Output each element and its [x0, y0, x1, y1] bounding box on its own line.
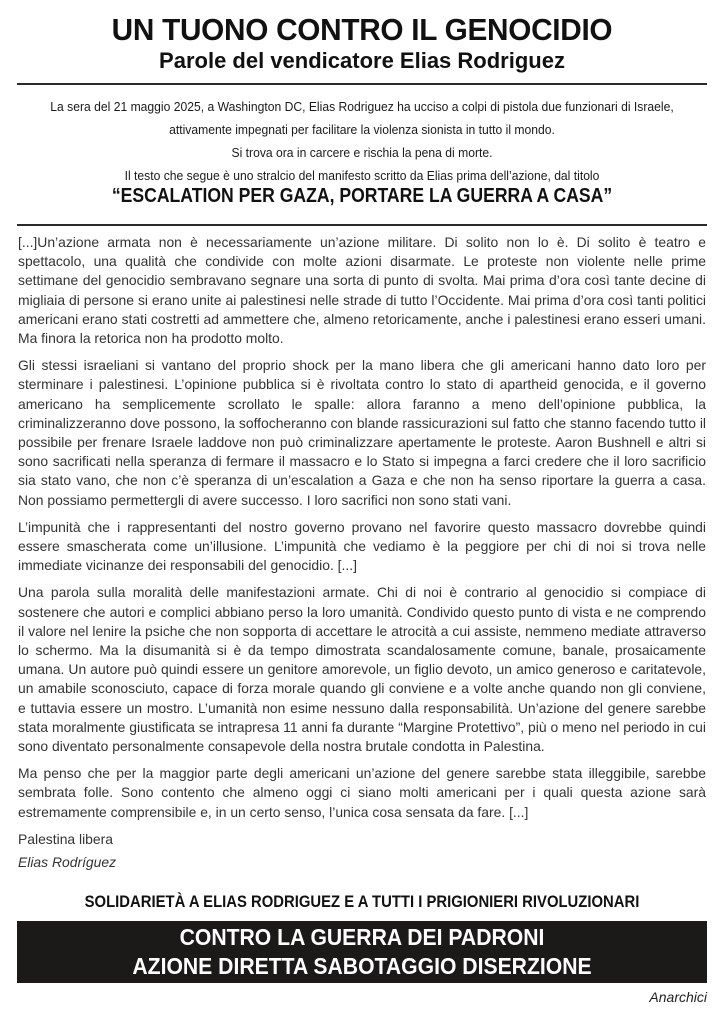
- body-paragraph: Gli stessi israeliani si vantano del proprio shock per la mano libera che gli americani hanno dato loro per sterminare i palestinesi. L’opinione pubblica si è rivoltata contro lo stato di apartheid genocida, e il governo americano ha semplicemente scrollato le spalle: allora faranno a meno dell’opinione pubblica, la criminalizzeranno dove possono, la soffocheranno con blande rassicurazioni sul fatto che stanno facendo tutto il possibile per frenare Israele laddove non può criminalizzare apertamente le proteste. Aaron Bushnell e altri si sono sacrificati nella speranza di fermare il massacro e lo Stato si impegna a farci credere che il loro sacrificio sia stato vano, che non c’è speranza di un’escalation a Gaza e che non ha senso riportare la guerra a casa. Non possiamo permettergli di avere successo. I loro sacrifici non sono stati vani.: [18, 357, 706, 508]
- manifesto-body: [18, 233, 706, 880]
- page-title: UN TUONO CONTRO IL GENOCIDIO: [111, 12, 613, 47]
- manifesto-title: “ESCALATION PER GAZA, PORTARE LA GUERRA A CASA”: [111, 185, 613, 207]
- intro-block: [38, 95, 686, 187]
- banner-line: AZIONE DIRETTA SABOTAGGIO DISERZIONE: [132, 953, 592, 979]
- divider-middle: [17, 224, 707, 226]
- banner-line: CONTRO LA GUERRA DEI PADRONI: [179, 924, 545, 950]
- signature: Elias Rodríguez: [18, 854, 117, 871]
- body-paragraph: Ma penso che per la maggior parte degli americani un’azione del genere sarebbe stata illeggibile, sarebbe sembrata folle. Sono contento che almeno oggi ci siano molti americani per i quali questa azione sarà estremamente comprensibile e, in un certo senso, l’unica cosa sensata da fare. [...]: [18, 765, 706, 820]
- intro-line: attivamente impegnati per facilitare la violenza sionista in tutto il mondo.: [169, 122, 555, 137]
- author-credit: Anarchici: [649, 989, 707, 1005]
- divider-top: [17, 83, 707, 85]
- intro-line: La sera del 21 maggio 2025, a Washington DC, Elias Rodriguez ha ucciso a colpi di pistola due funzionari di Israele,: [50, 99, 674, 114]
- closing-line: Palestina libera: [18, 830, 113, 847]
- solidarity-line: SOLIDARIETÀ A ELIAS RODRIGUEZ E A TUTTI I PRIGIONIERI RIVOLUZIONARI: [84, 893, 640, 911]
- body-paragraph: L’impunità che i rappresentanti del nostro governo provano nel favorire questo massacro dovrebbe quindi essere smascherata come un’illusione. L’impunità che vediamo è la peggiore per chi di noi si trova nelle immediate vicinanze dei responsabili del genocidio. [...]: [18, 518, 706, 574]
- slogan-banner: [17, 921, 707, 983]
- intro-line: Si trova ora in carcere e rischia la pena di morte.: [231, 145, 493, 160]
- intro-line: Il testo che segue è uno stralcio del manifesto scritto da Elias prima dell’azione, dal titolo: [124, 168, 600, 183]
- page-subtitle: Parole del vendicatore Elias Rodriguez: [159, 48, 565, 73]
- body-paragraph: Una parola sulla moralità delle manifestazioni armate. Chi di noi è contrario al genocidio si compiace di sostenere che autori e complici abbiano perso la loro umanità. Condivido questo punto di vista e ne comprendo il valore nel lenire la psiche che non sopporta di accettare le atrocità a cui assiste, nemmeno mediate attraverso lo schermo. Ma la disumanità si è da tempo dimostrata scandalosamente comune, banale, prosaicamente umana. Un autore può quindi essere un genitore amorevole, un figlio devoto, un amico generoso e caritatevole, un amabile sconosciuto, capace di forza morale quando gli conviene e a volte anche quando non gli conviene, e tuttavia essere un mostro. L’umanità non esime nessuno dalla responsabilità. Un’azione del genere sarebbe stata moralmente giustificata se intrapresa 11 anni fa durante “Margine Protettivo”, più o meno nel periodo in cui sono diventato personalmente consapevole della nostra brutale condotta in Palestina.: [18, 584, 706, 755]
- body-paragraph: [...]Un’azione armata non è necessariamente un’azione militare. Di solito non lo è. Di solito è teatro e spettacolo, una qualità che condivide con molte azioni disarmate. Le proteste non violente nelle prime settimane del genocidio sembravano segnare una sorta di punto di svolta. Mai prima d’ora così tante decine di migliaia di persone si erano unite ai palestinesi nelle strade di tutto l’Occidente. Mai prima d’ora così tanti politici americani erano stati costretti ad ammettere che, almeno retoricamente, anche i palestinesi erano esseri umani. Ma finora la retorica non ha prodotto molto.: [18, 234, 706, 347]
